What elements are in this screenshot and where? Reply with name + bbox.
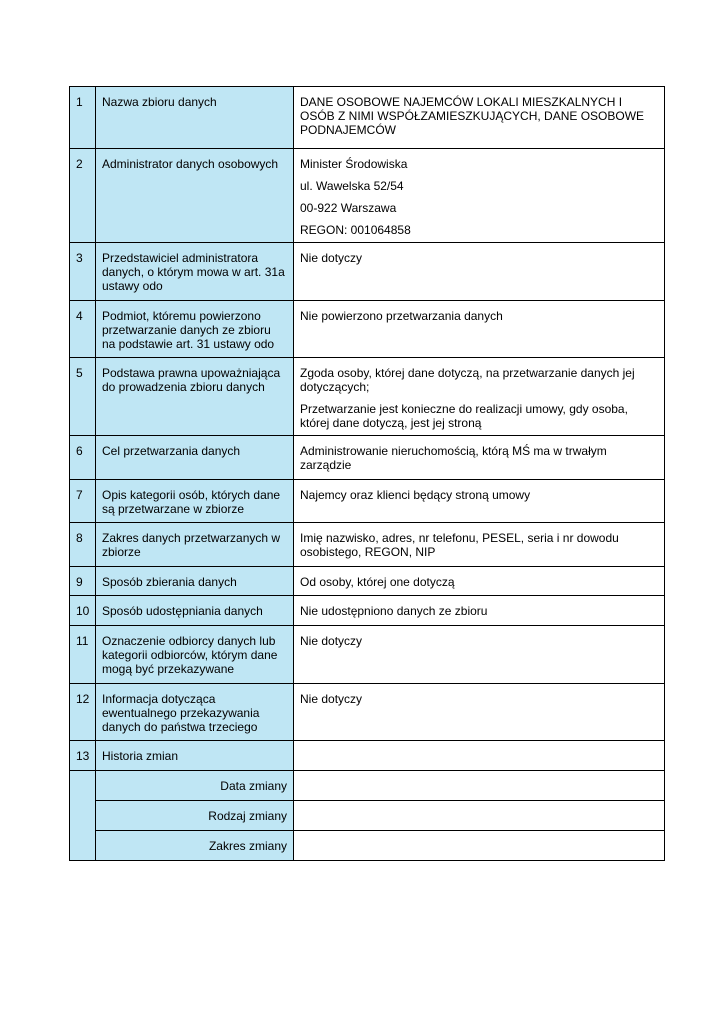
row-number: 9 [70,567,96,596]
history-type-label: Rodzaj zmiany [96,801,294,831]
administrator-regon: REGON: 001064858 [300,223,411,237]
row-value: Nie dotyczy [294,243,665,301]
row-value: Administrowanie nieruchomością, którą MŚ ma w trwałym zarządzie [294,436,665,480]
history-date-value [294,771,665,801]
row-number: 13 [70,741,96,771]
row-number: 12 [70,684,96,741]
row-number: 10 [70,596,96,626]
administrator-street: ul. Wawelska 52/54 [300,179,404,193]
row-value: Imię nazwisko, adres, nr telefonu, PESEL, seria i nr dowodu osobistego, REGON, NIP [294,523,665,567]
row-label: Sposób udostępniania danych [96,596,294,626]
row-label: Podmiot, któremu powierzono przetwarzanie danych ze zbioru na podstawie art. 31 ustawy odo [96,301,294,358]
table-row [70,301,665,358]
administrator-name: Minister Środowiska [300,157,408,171]
row-number: 11 [70,626,96,684]
table-row [70,149,665,243]
history-row [70,831,665,861]
row-label: Podstawa prawna upoważniająca do prowadzenia zbioru danych [96,358,294,436]
row-label: Informacja dotycząca ewentualnego przekazywania danych do państwa trzeciego [96,684,294,741]
row-number: 2 [70,149,96,243]
row-label: Cel przetwarzania danych [96,436,294,480]
history-scope-label: Zakres zmiany [96,831,294,861]
row-number: 3 [70,243,96,301]
history-scope-value [294,831,665,861]
row-value: Nie powierzono przetwarzania danych [294,301,665,358]
history-value [294,741,665,771]
row-value: Nie dotyczy [294,684,665,741]
row-value: Nie dotyczy [294,626,665,684]
dataset-name: DANE OSOBOWE NAJEMCÓW LOKALI MIESZKALNYCH I OSÓB Z NIMI WSPÓŁZAMIESZKUJĄCYCH, DANE OSOBOWE PODNAJEMCÓW [294,87,665,149]
history-row [70,771,665,801]
row-number: 6 [70,436,96,480]
table-row [70,480,665,523]
administrator-city: 00-922 Warszawa [300,201,397,215]
row-label: Administrator danych osobowych [96,149,294,243]
row-label: Historia zmian [96,741,294,771]
history-date-label: Data zmiany [96,771,294,801]
row-number: 8 [70,523,96,567]
table-row [70,523,665,567]
row-number: 7 [70,480,96,523]
row-label: Sposób zbierania danych [96,567,294,596]
row-label: Nazwa zbioru danych [96,87,294,149]
row-label: Oznaczenie odbiorcy danych lub kategorii odbiorców, którym dane mogą być przekazywane [96,626,294,684]
table-row [70,87,665,149]
data-register-table [69,86,665,861]
table-row [70,626,665,684]
row-label: Zakres danych przetwarzanych w zbiorze [96,523,294,567]
row-number: 5 [70,358,96,436]
table-row [70,741,665,771]
row-value: Najemcy oraz klienci będący stroną umowy [294,480,665,523]
history-number-cell [70,771,96,861]
row-value: Od osoby, której one dotyczą [294,567,665,596]
row-number: 4 [70,301,96,358]
table-row [70,436,665,480]
legal-basis-value [294,358,665,436]
administrator-value [294,149,665,243]
legal-basis-contract: Przetwarzanie jest konieczne do realizacji umowy, gdy osoba, której dane dotyczą, jest jej stroną [300,402,628,430]
legal-basis-consent: Zgoda osoby, której dane dotyczą, na przetwarzanie danych jej dotyczących; [300,366,635,394]
table-row [70,596,665,626]
row-label: Przedstawiciel administratora danych, o którym mowa w art. 31a ustawy odo [96,243,294,301]
table-row [70,567,665,596]
table-row [70,243,665,301]
row-label: Opis kategorii osób, których dane są przetwarzane w zbiorze [96,480,294,523]
history-row [70,801,665,831]
row-value: Nie udostępniono danych ze zbioru [294,596,665,626]
row-number: 1 [70,87,96,149]
table-row [70,358,665,436]
table-row [70,684,665,741]
history-type-value [294,801,665,831]
